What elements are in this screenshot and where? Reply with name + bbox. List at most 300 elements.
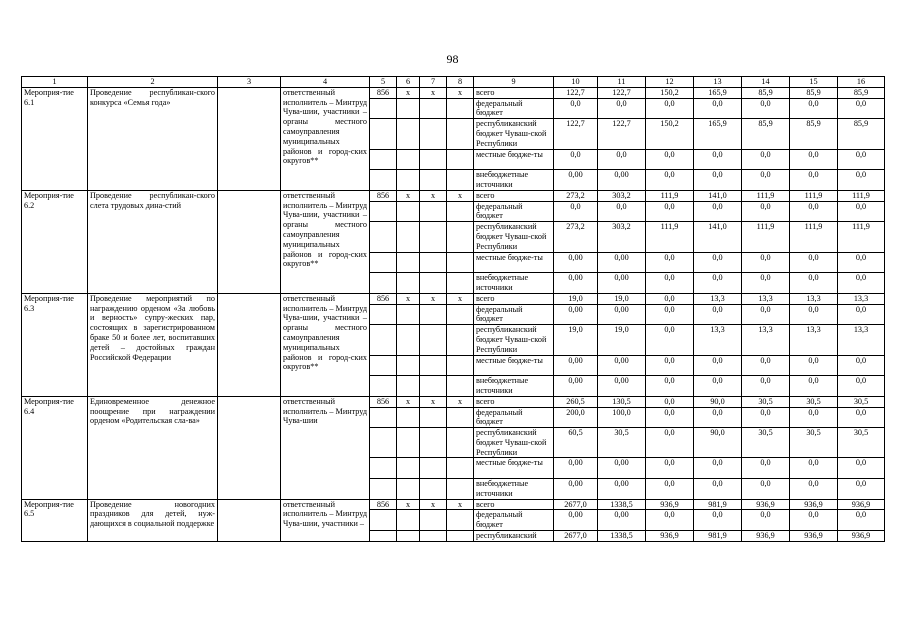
expense-type-code-empty: [447, 149, 474, 170]
target-code-empty: [420, 407, 447, 428]
measure-col3: [218, 87, 281, 190]
section-code: x: [397, 87, 420, 98]
funding-value: 13,3: [838, 325, 885, 355]
funding-value: 0,0: [790, 170, 838, 191]
funding-value: 0,0: [646, 325, 694, 355]
target-code-empty: [420, 458, 447, 479]
funding-value: 936,9: [742, 499, 790, 510]
funding-value: 0,00: [598, 458, 646, 479]
funding-value: 0,0: [742, 98, 790, 119]
measure-responsible: ответственный исполнитель – Минтруд Чува-шии, участники – органы местного самоуправления муниципальных районов и город-ских округов**: [281, 190, 370, 293]
funding-value: 0,0: [742, 407, 790, 428]
funding-value: 111,9: [838, 222, 885, 252]
funding-source: всего: [474, 396, 554, 407]
funding-value: 0,0: [790, 355, 838, 376]
section-code-empty: [397, 119, 420, 149]
funding-value: 936,9: [646, 531, 694, 542]
funding-source: всего: [474, 190, 554, 201]
table-row: [22, 190, 885, 201]
funding-value: 2677,0: [554, 531, 598, 542]
section-code-empty: [397, 273, 420, 294]
funding-value: 0,00: [554, 355, 598, 376]
section-code-empty: [397, 98, 420, 119]
budget-code-empty: [370, 119, 397, 149]
funding-value: 85,9: [742, 119, 790, 149]
funding-value: 111,9: [742, 222, 790, 252]
expense-type-code-empty: [447, 355, 474, 376]
funding-source: федеральный бюджет: [474, 510, 554, 531]
funding-value: 111,9: [838, 190, 885, 201]
funding-value: 13,3: [838, 293, 885, 304]
funding-value: 13,3: [790, 325, 838, 355]
section-code-empty: [397, 510, 420, 531]
funding-value: 30,5: [790, 396, 838, 407]
funding-source: местные бюдже-ты: [474, 355, 554, 376]
measure-responsible: ответственный исполнитель – Минтруд Чува-шии: [281, 396, 370, 499]
target-code-empty: [420, 149, 447, 170]
target-code: x: [420, 396, 447, 407]
target-code-empty: [420, 355, 447, 376]
header-cell: 15: [790, 77, 838, 88]
funding-value: 0,0: [554, 98, 598, 119]
funding-value: 0,00: [554, 252, 598, 273]
funding-value: 0,0: [838, 479, 885, 500]
funding-value: 122,7: [554, 119, 598, 149]
funding-value: 0,00: [554, 304, 598, 325]
funding-value: 0,0: [646, 252, 694, 273]
funding-value: 0,0: [742, 376, 790, 397]
target-code-empty: [420, 252, 447, 273]
funding-value: 13,3: [694, 325, 742, 355]
funding-value: 0,0: [838, 252, 885, 273]
funding-value: 85,9: [838, 119, 885, 149]
funding-value: 0,0: [694, 304, 742, 325]
expense-type-code-empty: [447, 407, 474, 428]
funding-value: 260,5: [554, 396, 598, 407]
funding-source: федеральный бюджет: [474, 98, 554, 119]
funding-value: 0,0: [646, 479, 694, 500]
target-code-empty: [420, 325, 447, 355]
header-cell: 1: [22, 77, 88, 88]
funding-value: 141,0: [694, 190, 742, 201]
target-code-empty: [420, 273, 447, 294]
measure-responsible: ответственный исполнитель – Минтруд Чува-шии, участники – органы местного самоуправления муниципальных районов и город-ских округов**: [281, 87, 370, 190]
measure-description: Проведение мероприятий по награждению орденом «За любовь и верность» супру-жеских пар, состоящих в зарегистрированном браке 50 и более лет, воспитавших детей – достойных граждан Российской Федерации: [88, 293, 218, 396]
budget-code-empty: [370, 407, 397, 428]
section-code-empty: [397, 355, 420, 376]
funding-value: 0,0: [646, 170, 694, 191]
measure-name: Мероприя-тие 6.1: [22, 87, 88, 190]
section-code-empty: [397, 325, 420, 355]
section-code-empty: [397, 170, 420, 191]
funding-value: 90,0: [694, 396, 742, 407]
funding-value: 0,0: [838, 304, 885, 325]
measure-responsible: ответственный исполнитель – Минтруд Чува-шии, участники – органы местного самоуправления муниципальных районов и город-ских округов**: [281, 293, 370, 396]
funding-value: 0,0: [790, 376, 838, 397]
funding-source: внебюджетные источники: [474, 376, 554, 397]
funding-value: 0,0: [742, 458, 790, 479]
funding-value: 0,0: [646, 304, 694, 325]
funding-value: 0,0: [742, 149, 790, 170]
funding-value: 0,0: [790, 510, 838, 531]
target-code-empty: [420, 201, 447, 222]
funding-value: 936,9: [742, 531, 790, 542]
funding-value: 0,00: [554, 458, 598, 479]
section-code-empty: [397, 201, 420, 222]
target-code: x: [420, 190, 447, 201]
funding-value: 0,0: [554, 149, 598, 170]
measure-responsible: ответственный исполнитель – Минтруд Чува-шии, участники –: [281, 499, 370, 541]
funding-value: 85,9: [790, 119, 838, 149]
section-code: x: [397, 499, 420, 510]
expense-type-code-empty: [447, 458, 474, 479]
header-row: [22, 77, 885, 88]
funding-value: 0,0: [646, 428, 694, 458]
funding-source: федеральный бюджет: [474, 201, 554, 222]
funding-value: 0,0: [694, 355, 742, 376]
section-code: x: [397, 396, 420, 407]
measure-name: Мероприя-тие 6.5: [22, 499, 88, 541]
funding-value: 981,9: [694, 531, 742, 542]
funding-value: 936,9: [790, 499, 838, 510]
budget-code-empty: [370, 252, 397, 273]
funding-value: 13,3: [742, 293, 790, 304]
funding-value: 0,00: [554, 170, 598, 191]
budget-code-empty: [370, 479, 397, 500]
funding-value: 0,0: [742, 201, 790, 222]
funding-value: 0,0: [742, 170, 790, 191]
funding-value: 111,9: [646, 190, 694, 201]
funding-value: 0,0: [838, 170, 885, 191]
header-cell: 5: [370, 77, 397, 88]
funding-value: 1338,5: [598, 531, 646, 542]
measure-col3: [218, 396, 281, 499]
funding-value: 0,0: [838, 201, 885, 222]
funding-value: 0,0: [646, 98, 694, 119]
budget-code-empty: [370, 149, 397, 170]
funding-value: 0,0: [790, 149, 838, 170]
funding-source: республиканский бюджет Чуваш-ской Республики: [474, 119, 554, 149]
budget-code: 856: [370, 190, 397, 201]
funding-source: местные бюдже-ты: [474, 458, 554, 479]
measure-name: Мероприя-тие 6.2: [22, 190, 88, 293]
table-row: [22, 499, 885, 510]
funding-value: 0,0: [598, 149, 646, 170]
funding-value: 273,2: [554, 190, 598, 201]
funding-value: 0,0: [646, 201, 694, 222]
funding-value: 0,0: [742, 252, 790, 273]
funding-value: 0,0: [554, 201, 598, 222]
funding-value: 0,0: [694, 510, 742, 531]
expense-type-code-empty: [447, 304, 474, 325]
funding-value: 30,5: [838, 428, 885, 458]
section-code-empty: [397, 304, 420, 325]
section-code: x: [397, 293, 420, 304]
budget-code-empty: [370, 273, 397, 294]
funding-value: 0,0: [790, 407, 838, 428]
budget-code: 856: [370, 499, 397, 510]
funding-value: 0,00: [598, 479, 646, 500]
funding-value: 0,0: [598, 98, 646, 119]
funding-value: 19,0: [554, 293, 598, 304]
funding-value: 100,0: [598, 407, 646, 428]
section-code-empty: [397, 531, 420, 542]
funding-value: 0,0: [646, 376, 694, 397]
funding-value: 0,00: [554, 376, 598, 397]
measure-col3: [218, 190, 281, 293]
budget-code-empty: [370, 531, 397, 542]
funding-value: 0,0: [790, 252, 838, 273]
funding-value: 0,0: [646, 396, 694, 407]
funding-value: 0,0: [646, 149, 694, 170]
expense-type-code-empty: [447, 428, 474, 458]
funding-value: 0,0: [694, 149, 742, 170]
funding-value: 122,7: [554, 87, 598, 98]
expense-type-code-empty: [447, 273, 474, 294]
header-cell: 2: [88, 77, 218, 88]
funding-value: 111,9: [742, 190, 790, 201]
target-code: x: [420, 499, 447, 510]
funding-source: внебюджетные источники: [474, 170, 554, 191]
funding-value: 303,2: [598, 190, 646, 201]
funding-source: внебюджетные источники: [474, 273, 554, 294]
expense-type-code-empty: [447, 201, 474, 222]
section-code-empty: [397, 252, 420, 273]
expense-type-code-empty: [447, 119, 474, 149]
header-cell: 7: [420, 77, 447, 88]
measure-description: Проведение республикан-ского слета трудовых дина-стий: [88, 190, 218, 293]
funding-value: 0,0: [694, 201, 742, 222]
funding-source: федеральный бюджет: [474, 304, 554, 325]
budget-code: 856: [370, 293, 397, 304]
page-number: 98: [446, 52, 459, 66]
funding-value: 200,0: [554, 407, 598, 428]
funding-value: 0,0: [694, 273, 742, 294]
expense-type-code: x: [447, 499, 474, 510]
funding-value: 30,5: [742, 428, 790, 458]
expense-type-code: x: [447, 396, 474, 407]
funding-value: 0,0: [790, 201, 838, 222]
funding-value: 0,00: [554, 273, 598, 294]
funding-value: 981,9: [694, 499, 742, 510]
funding-value: 13,3: [694, 293, 742, 304]
target-code-empty: [420, 222, 447, 252]
funding-value: 0,00: [598, 355, 646, 376]
budget-code-empty: [370, 355, 397, 376]
target-code: x: [420, 293, 447, 304]
funding-value: 936,9: [790, 531, 838, 542]
funding-value: 0,0: [790, 479, 838, 500]
section-code-empty: [397, 458, 420, 479]
funding-value: 141,0: [694, 222, 742, 252]
funding-value: 111,9: [646, 222, 694, 252]
funding-value: 60,5: [554, 428, 598, 458]
header-cell: 8: [447, 77, 474, 88]
funding-value: 30,5: [742, 396, 790, 407]
section-code: x: [397, 190, 420, 201]
funding-source: всего: [474, 293, 554, 304]
funding-value: 0,0: [598, 201, 646, 222]
funding-value: 273,2: [554, 222, 598, 252]
section-code-empty: [397, 428, 420, 458]
funding-value: 0,0: [838, 510, 885, 531]
funding-value: 0,0: [646, 458, 694, 479]
section-code-empty: [397, 376, 420, 397]
funding-value: 165,9: [694, 119, 742, 149]
funding-value: 0,0: [838, 149, 885, 170]
funding-value: 0,0: [790, 304, 838, 325]
funding-value: 111,9: [790, 222, 838, 252]
funding-value: 0,0: [742, 479, 790, 500]
header-cell: 11: [598, 77, 646, 88]
funding-source: республиканский бюджет Чуваш-ской Республики: [474, 325, 554, 355]
expense-type-code: x: [447, 190, 474, 201]
header-cell: 6: [397, 77, 420, 88]
measure-description: Проведение новогодних праздников для детей, нуж-дающихся в социальной поддержке: [88, 499, 218, 541]
funding-value: 0,0: [694, 376, 742, 397]
funding-value: 19,0: [554, 325, 598, 355]
expense-type-code-empty: [447, 252, 474, 273]
expense-type-code: x: [447, 87, 474, 98]
section-code-empty: [397, 149, 420, 170]
funding-value: 0,0: [646, 273, 694, 294]
target-code-empty: [420, 304, 447, 325]
funding-value: 150,2: [646, 87, 694, 98]
budget-code-empty: [370, 510, 397, 531]
funding-value: 122,7: [598, 119, 646, 149]
measure-col3: [218, 499, 281, 541]
funding-value: 0,00: [598, 304, 646, 325]
section-code-empty: [397, 222, 420, 252]
funding-value: 0,0: [742, 510, 790, 531]
funding-value: 936,9: [838, 531, 885, 542]
funding-value: 111,9: [790, 190, 838, 201]
section-code-empty: [397, 407, 420, 428]
funding-value: 0,0: [790, 273, 838, 294]
funding-value: 0,0: [838, 98, 885, 119]
expense-type-code-empty: [447, 531, 474, 542]
header-cell: 14: [742, 77, 790, 88]
funding-value: 122,7: [598, 87, 646, 98]
header-cell: 9: [474, 77, 554, 88]
funding-value: 85,9: [742, 87, 790, 98]
expense-type-code-empty: [447, 325, 474, 355]
budget-code-empty: [370, 376, 397, 397]
funding-value: 90,0: [694, 428, 742, 458]
funding-value: 0,00: [598, 273, 646, 294]
budget-code-empty: [370, 98, 397, 119]
target-code: x: [420, 87, 447, 98]
funding-value: 0,0: [694, 479, 742, 500]
funding-value: 0,0: [646, 355, 694, 376]
budget-code: 856: [370, 87, 397, 98]
funding-value: 85,9: [838, 87, 885, 98]
funding-value: 0,0: [742, 304, 790, 325]
header-cell: 16: [838, 77, 885, 88]
expense-type-code: x: [447, 293, 474, 304]
funding-value: 0,0: [838, 355, 885, 376]
expense-type-code-empty: [447, 376, 474, 397]
funding-value: 13,3: [742, 325, 790, 355]
funding-source: федеральный бюджет: [474, 407, 554, 428]
budget-code: 856: [370, 396, 397, 407]
funding-value: 0,0: [742, 273, 790, 294]
funding-value: 0,00: [598, 170, 646, 191]
target-code-empty: [420, 479, 447, 500]
expense-type-code-empty: [447, 510, 474, 531]
funding-value: 0,0: [838, 376, 885, 397]
target-code-empty: [420, 170, 447, 191]
header-cell: 3: [218, 77, 281, 88]
expense-type-code-empty: [447, 98, 474, 119]
funding-value: 30,5: [838, 396, 885, 407]
funding-value: 1338,5: [598, 499, 646, 510]
header-cell: 4: [281, 77, 370, 88]
measure-name: Мероприя-тие 6.4: [22, 396, 88, 499]
funding-value: 0,00: [598, 376, 646, 397]
budget-code-empty: [370, 304, 397, 325]
target-code-empty: [420, 510, 447, 531]
funding-value: 303,2: [598, 222, 646, 252]
funding-value: 0,0: [790, 98, 838, 119]
measure-description: Проведение республикан-ского конкурса «Семья года»: [88, 87, 218, 190]
funding-value: 19,0: [598, 293, 646, 304]
measure-col3: [218, 293, 281, 396]
funding-value: 0,0: [838, 407, 885, 428]
funding-source: внебюджетные источники: [474, 479, 554, 500]
target-code-empty: [420, 119, 447, 149]
budget-code-empty: [370, 222, 397, 252]
section-code-empty: [397, 479, 420, 500]
funding-value: 0,0: [694, 170, 742, 191]
funding-value: 165,9: [694, 87, 742, 98]
expense-type-code-empty: [447, 170, 474, 191]
budget-code-empty: [370, 201, 397, 222]
budget-code-empty: [370, 458, 397, 479]
funding-value: 0,00: [554, 479, 598, 500]
funding-value: 0,0: [694, 458, 742, 479]
funding-value: 30,5: [790, 428, 838, 458]
funding-value: 936,9: [646, 499, 694, 510]
funding-value: 130,5: [598, 396, 646, 407]
measure-description: Единовременное денежное поощрение при награждении орденом «Родительская сла-ва»: [88, 396, 218, 499]
funding-value: 0,0: [646, 407, 694, 428]
funding-value: 13,3: [790, 293, 838, 304]
header-cell: 10: [554, 77, 598, 88]
funding-value: 0,00: [554, 510, 598, 531]
funding-value: 30,5: [598, 428, 646, 458]
funding-value: 0,0: [790, 458, 838, 479]
funding-value: 0,0: [694, 252, 742, 273]
funding-value: 0,00: [598, 252, 646, 273]
funding-value: 0,00: [598, 510, 646, 531]
table-row: [22, 87, 885, 98]
table-row: [22, 293, 885, 304]
funding-source: местные бюдже-ты: [474, 149, 554, 170]
funding-source: местные бюдже-ты: [474, 252, 554, 273]
funding-value: 85,9: [790, 87, 838, 98]
budget-table: [21, 76, 885, 542]
funding-value: 150,2: [646, 119, 694, 149]
funding-value: 0,0: [838, 458, 885, 479]
target-code-empty: [420, 531, 447, 542]
funding-value: 19,0: [598, 325, 646, 355]
header-cell: 13: [694, 77, 742, 88]
expense-type-code-empty: [447, 222, 474, 252]
target-code-empty: [420, 98, 447, 119]
funding-source: республиканский бюджет Чуваш-ской Республики: [474, 428, 554, 458]
funding-value: 0,0: [646, 510, 694, 531]
